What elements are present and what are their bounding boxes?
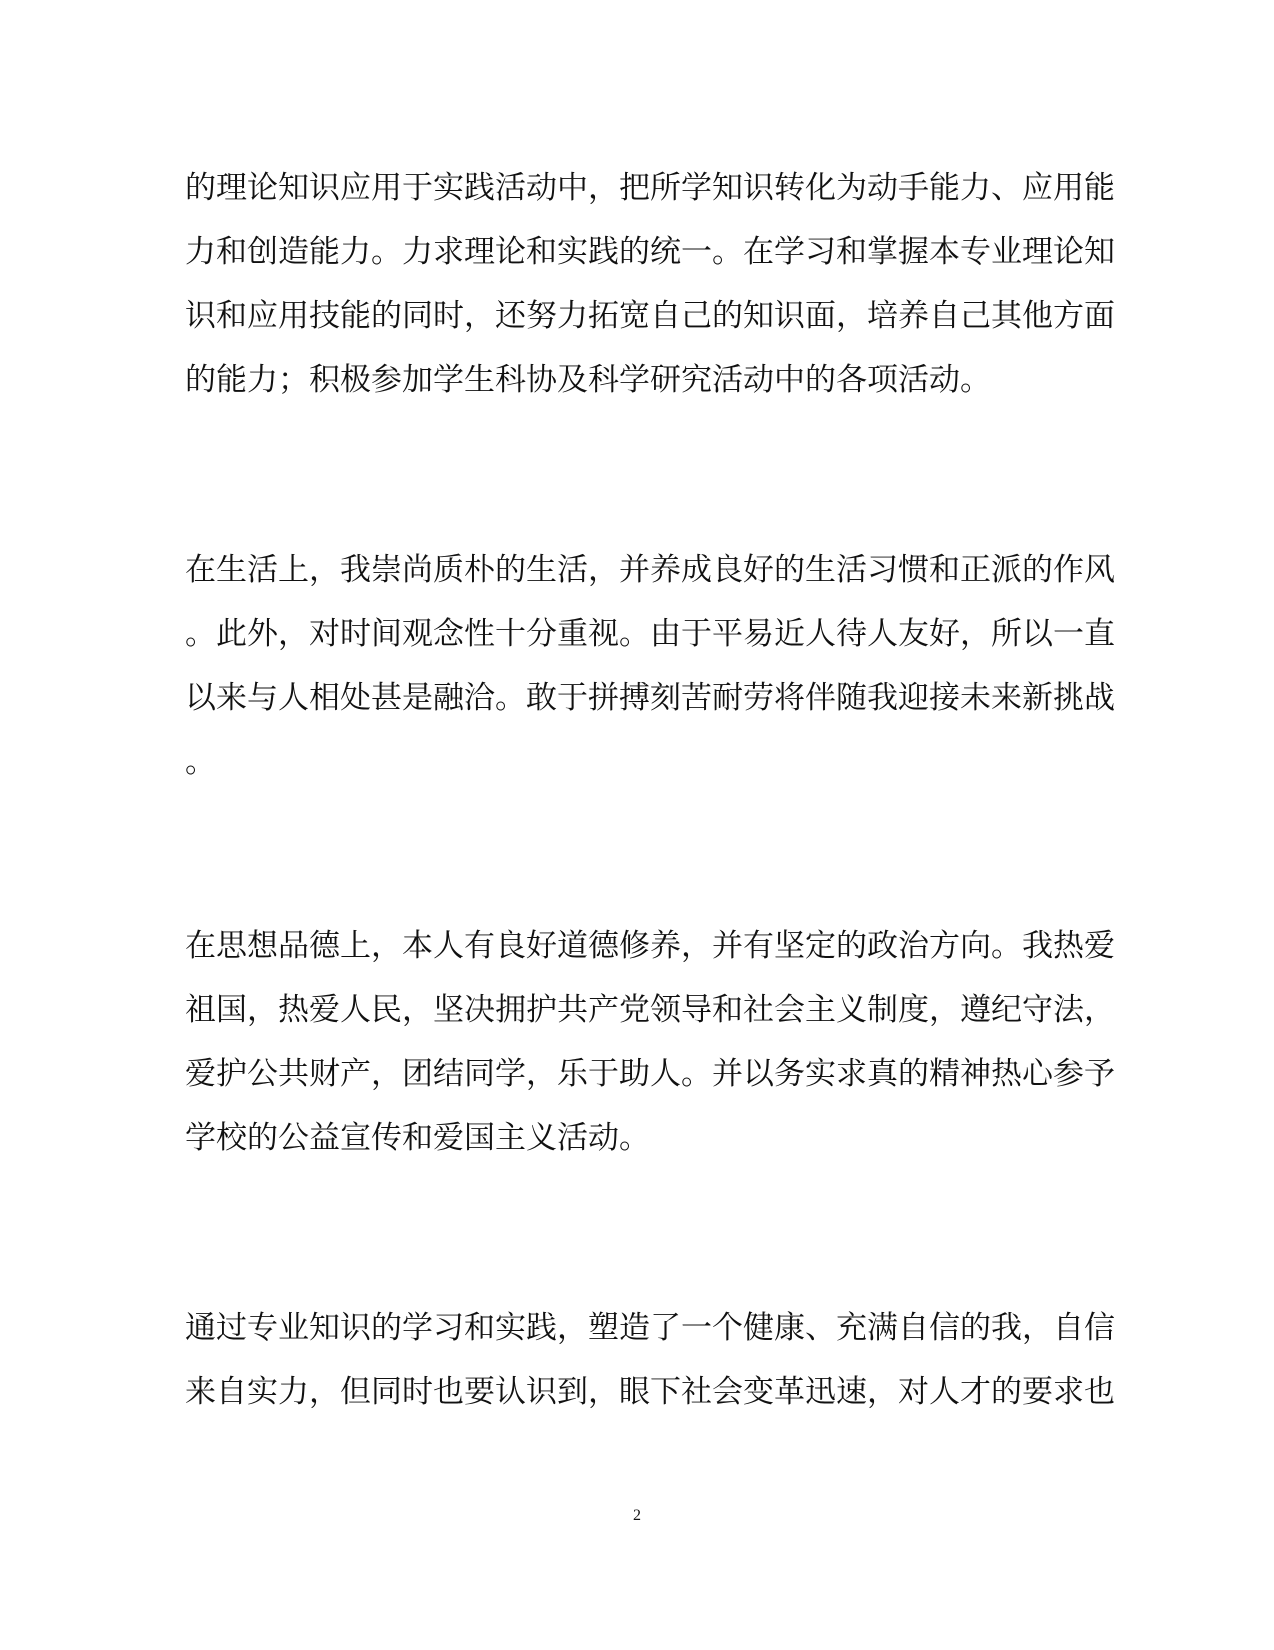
paragraph-4-line-1: 通过专业知识的学习和实践，塑造了一个健康、充满自信的我，自信 (185, 1310, 1115, 1346)
paragraph-3-line-2: 祖国，热爱人民，坚决拥护共产党领导和社会主义制度，遵纪守法， (185, 992, 1115, 1028)
page-number: 2 (633, 1507, 641, 1524)
paragraph-2-line-1: 在生活上，我崇尚质朴的生活，并养成良好的生活习惯和正派的作风 (185, 552, 1115, 588)
paragraph-1-line-4: 的能力；积极参加学生科协及科学研究活动中的各项活动。 (185, 362, 991, 398)
paragraph-2-line-2: 。此外，对时间观念性十分重视。由于平易近人待人友好，所以一直 (185, 616, 1115, 652)
paragraph-2-line-3: 以来与人相处甚是融洽。敢于拼搏刻苦耐劳将伴随我迎接未来新挑战 (185, 680, 1115, 716)
paragraph-1-line-1: 的理论知识应用于实践活动中，把所学知识转化为动手能力、应用能 (185, 170, 1115, 206)
paragraph-1-line-3: 识和应用技能的同时，还努力拓宽自己的知识面，培养自己其他方面 (185, 298, 1115, 334)
paragraph-3-line-1: 在思想品德上，本人有良好道德修养，并有坚定的政治方向。我热爱 (185, 928, 1115, 964)
paragraph-2-line-4: 。 (185, 744, 216, 780)
paragraph-3-line-3: 爱护公共财产，团结同学，乐于助人。并以务实求真的精神热心参予 (185, 1056, 1115, 1092)
paragraph-4-line-2: 来自实力，但同时也要认识到，眼下社会变革迅速，对人才的要求也 (185, 1374, 1115, 1410)
paragraph-1-line-2: 力和创造能力。力求理论和实践的统一。在学习和掌握本专业理论知 (185, 234, 1115, 270)
paragraph-3-line-4: 学校的公益宣传和爱国主义活动。 (185, 1120, 650, 1156)
